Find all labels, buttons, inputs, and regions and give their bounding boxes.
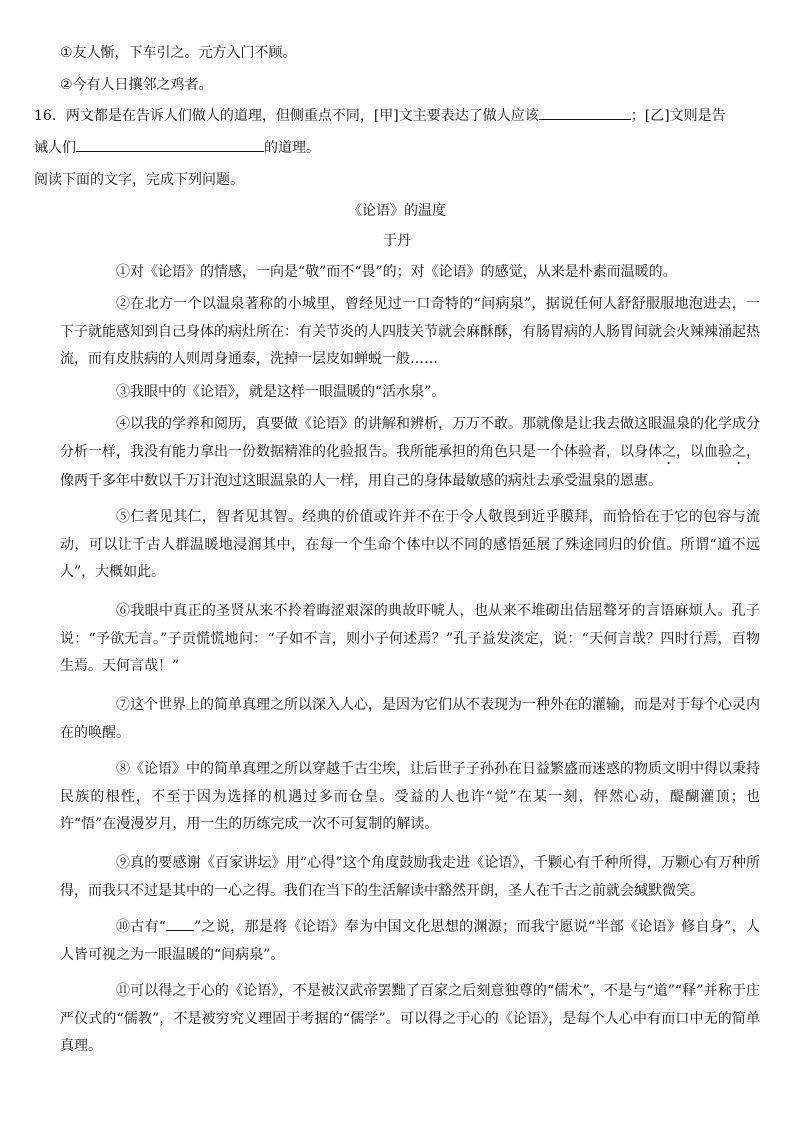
question-16-line-2: 诫人们 的道理。 bbox=[34, 135, 320, 163]
item-number: ① bbox=[60, 45, 73, 61]
q15-item-2 bbox=[60, 72, 213, 100]
fill-blank[interactable] bbox=[166, 916, 194, 931]
paragraph-5: ⑤仁者见其仁，智者见其智。经典的价值或许并不在于令人敬畏到近乎膜拜，而恰恰在于它的包容与流动，可以让千古人群温暖地浸润其中，在每一个生命个体中以不同的感悟延展了殊途同归的价值。所谓“道不远人”，大概如此。 bbox=[60, 509, 760, 580]
paragraph-4: ④以我的学养和阅历，真要做《论语》的讲解和辨析，万万不敢。那就像是让我去做这眼温泉的化学成分分析一样，我没有能力拿出一份数据精准的化验报告。我所能承担的角色只是一个体验者，以身体之，以血验之，像两千多年中数以千万计泡过这眼温泉的人一样，用自己的身体最敏感的病灶去承受温泉的恩惠。 bbox=[60, 416, 760, 489]
emphasis-mark: 之 bbox=[662, 443, 676, 460]
answer-blank-2[interactable] bbox=[76, 135, 264, 152]
paragraph-6: ⑥我眼中真正的圣贤从来不拎着晦涩艰深的典故吓唬人，也从来不堆砌出佶屈聱牙的言语麻烦人。孔子说：“予欲无言。”子贡慌慌地问：“子如不言，则小子何述焉？”孔子益发淡定，说：“天何言哉？四时行焉，百物生焉。天何言哉！” bbox=[60, 603, 760, 674]
article-author: 于丹 bbox=[383, 233, 411, 249]
reading-intro: 阅读下面的文字，完成下列问题。 bbox=[34, 172, 244, 188]
q15-item-1 bbox=[60, 40, 297, 68]
paragraph-8: ⑧《论语》中的简单真理之所以穿越千古尘埃，让后世子子孙孙在日益繁盛而迷惑的物质文明中得以秉持民族的根性，不至于因为选择的机遇过多而仓皇。受益的人也许“觉”在某一刻，怦然心动，醍醐灌顶；也许“悟”在漫漫岁月，用一生的历练完成一次不可复制的解读。 bbox=[60, 761, 760, 832]
item-text: 今有人日攘邻之鸡者。 bbox=[72, 77, 213, 93]
paragraph-1: ①对《论语》的情感，一向是“敬”而不“畏”的；对《论语》的感觉，从来是朴素而温暖的。 bbox=[116, 264, 677, 280]
paragraph-2: ②在北方一个以温泉著称的小城里，曾经见过一口奇特的“问病泉”，据说任何人舒舒服服地泡进去，一下子就能感知到自己身体的病灶所在：有关节炎的人四肢关节就会麻酥酥，有肠胃病的人肠胃间就会火辣辣涌起热流，而有皮肤病的人则周身通泰，洗掉一层皮如蝉蜕一般…… bbox=[60, 296, 760, 367]
paragraph-7: ⑦这个世界上的简单真理之所以深入人心，是因为它们从不表现为一种外在的灌输，而是对于每个心灵内在的唤醒。 bbox=[60, 697, 760, 741]
paragraph-10: ⑩古有“ ”之说，那是将《论语》奉为中国文化思想的渊源；而我宁愿说“半部《论语》修自身”，人人皆可视之为一眼温暖的“问病泉”。 bbox=[60, 914, 760, 969]
paragraph-3: ③我眼中的《论语》，就是这样一眼温暖的“活水泉”。 bbox=[116, 384, 446, 400]
item-number: ② bbox=[60, 77, 73, 93]
paragraph-11: ⑪可以得之于心的《论语》，不是被汉武帝罢黜了百家之后刻意独尊的“儒术”，不是与“道”“释”并称于庄严仪式的“儒教”，不是被穷究义理固于考据的“儒学”。可以得之于心的《论语》，是每个人心中有而口中无的简单真理。 bbox=[60, 983, 760, 1054]
article-title: 《论语》的温度 bbox=[348, 203, 446, 219]
question-16-line-1: 16．两文都是在告诉人们做人的道理，但侧重点不同，[甲]文主要表达了做人应该 ；[乙]文则是告 bbox=[34, 103, 726, 131]
paragraph-9: ⑨真的要感谢《百家讲坛》用“心得”这个角度鼓励我走进《论语》，千颗心有千种所得，万颗心有万种所得，而我只不过是其中的一心之得。我们在当下的生活解读中豁然开朗，圣人在千古之前就会缄默微笑。 bbox=[60, 855, 760, 899]
item-text: 友人惭，下车引之。元方入门不顾。 bbox=[72, 45, 297, 61]
emphasis-mark: 之 bbox=[732, 443, 746, 460]
answer-blank-1[interactable] bbox=[539, 103, 631, 120]
